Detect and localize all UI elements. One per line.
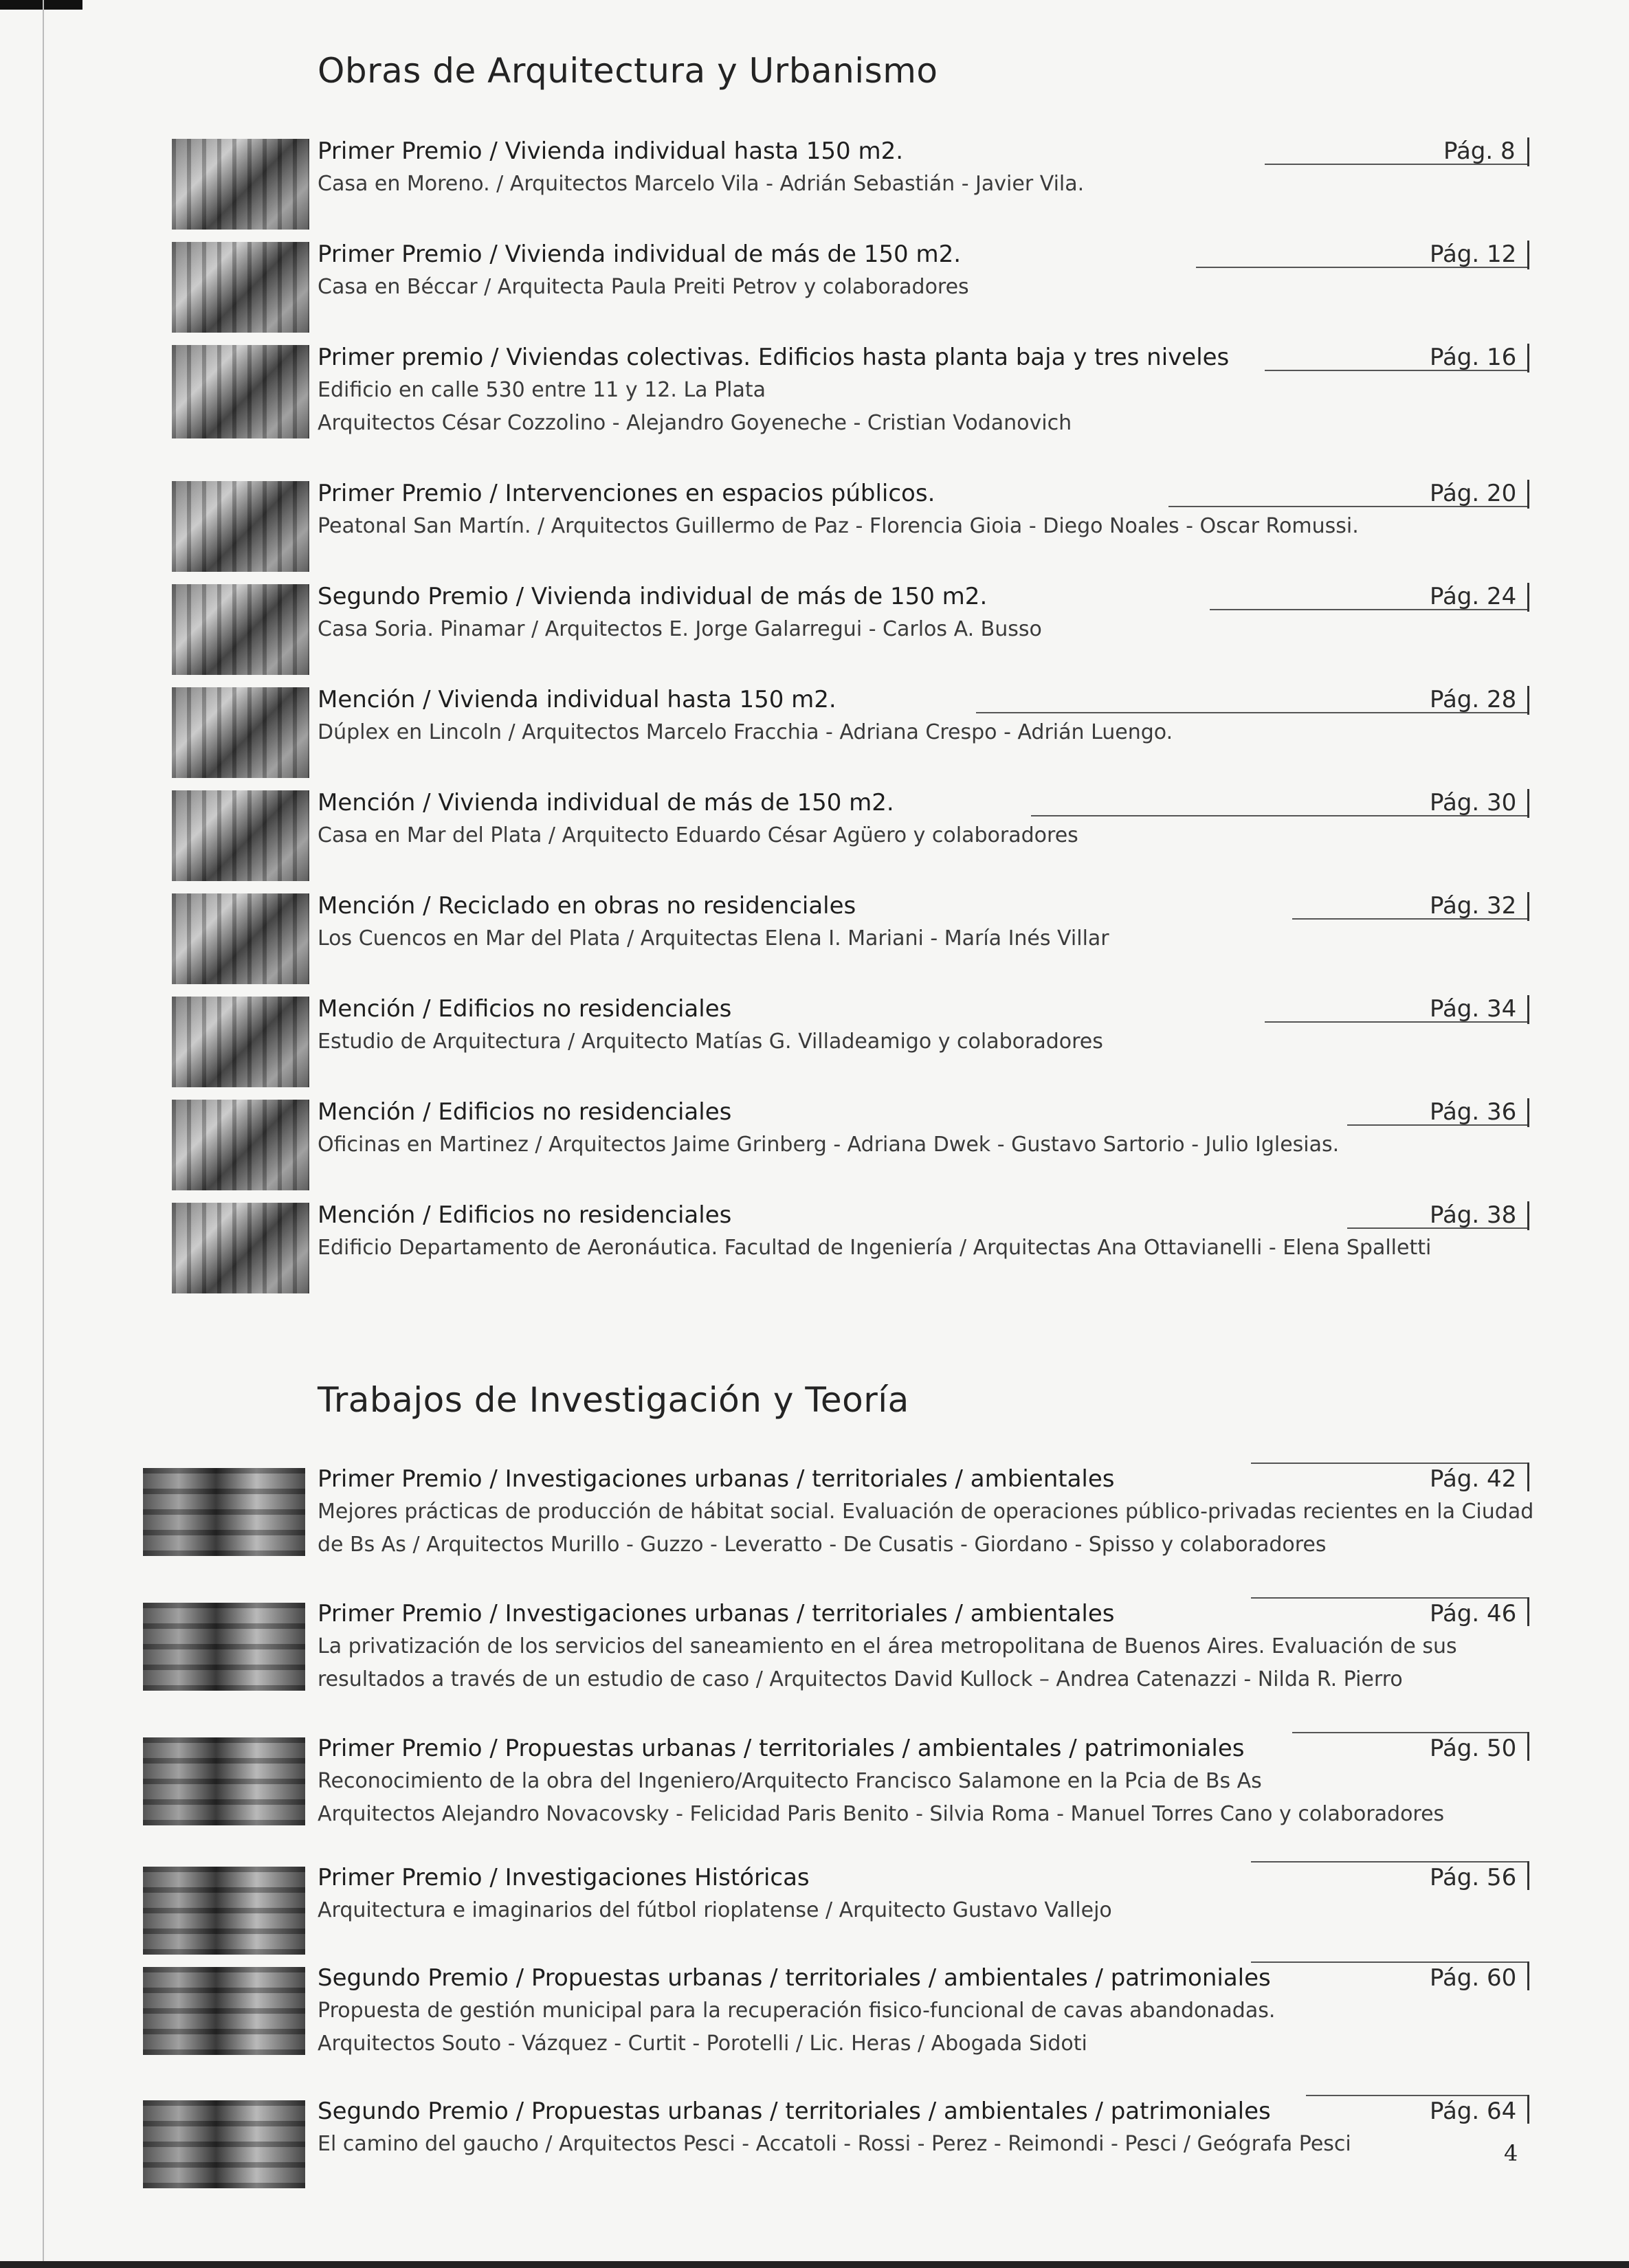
entry-thumbnail [172, 1100, 309, 1190]
entry-detail: Arquitectos Alejandro Novacovsky - Felicidad Paris Benito - Silvia Roma - Manuel Torres Cano y colaboradores [318, 1802, 1445, 1826]
page-bracket [1527, 1961, 1529, 1990]
entry-page: Pág. 42 [1430, 1465, 1517, 1493]
page-bracket [1527, 137, 1529, 166]
entry-heading: Mención / Vivienda individual de más de 150 m2. [318, 789, 894, 816]
entry-thumbnail [172, 345, 309, 438]
entry-page: Pág. 28 [1430, 686, 1517, 713]
entry-detail: Casa Soria. Pinamar / Arquitectos E. Jorge Galarregui - Carlos A. Busso [318, 617, 1042, 641]
entry-heading: Mención / Reciclado en obras no residenciales [318, 892, 856, 920]
page-bracket [1527, 241, 1529, 269]
entry-thumbnail [172, 687, 309, 778]
entry-detail: El camino del gaucho / Arquitectos Pesci - Accatoli - Rossi - Perez - Reimondi - Pesci / Geógrafa Pesci [318, 2132, 1351, 2156]
entry-detail: Casa en Mar del Plata / Arquitecto Eduardo César Agüero y colaboradores [318, 823, 1078, 847]
entry-page: Pág. 36 [1430, 1098, 1517, 1126]
entry-page: Pág. 38 [1430, 1201, 1517, 1229]
entry-page: Pág. 60 [1430, 1964, 1517, 1992]
entry-heading: Segundo Premio / Vivienda individual de más de 150 m2. [318, 583, 988, 610]
entry-thumbnail [172, 1203, 309, 1293]
entry-heading: Primer premio / Viviendas colectivas. Edificios hasta planta baja y tres niveles [318, 344, 1230, 371]
entry-page: Pág. 32 [1430, 892, 1517, 920]
entry-thumbnail [172, 790, 309, 881]
entry-thumbnail [172, 481, 309, 572]
entry-thumbnail [172, 997, 309, 1087]
page-bracket [1527, 480, 1529, 509]
entry-detail: Arquitectura e imaginarios del fútbol rioplatense / Arquitecto Gustavo Vallejo [318, 1898, 1112, 1922]
entry-thumbnail [172, 139, 309, 230]
page-bracket [1527, 583, 1529, 612]
page-bracket [1527, 1732, 1529, 1761]
entry-heading: Mención / Edificios no residenciales [318, 995, 732, 1023]
page-edge-top [0, 0, 82, 10]
entry-page: Pág. 12 [1430, 241, 1517, 268]
entry-detail: Edificio en calle 530 entre 11 y 12. La Plata [318, 378, 766, 402]
entry-thumbnail [143, 1468, 305, 1556]
entry-page: Pág. 16 [1430, 344, 1517, 371]
entry-detail: Mejores prácticas de producción de hábitat social. Evaluación de operaciones público-privadas recientes en la Ciudad [318, 1500, 1534, 1524]
entry-thumbnail [172, 242, 309, 333]
page-bracket [1527, 892, 1529, 921]
entry-thumbnail [143, 2100, 305, 2188]
entry-page: Pág. 50 [1430, 1735, 1517, 1762]
entry-detail: Casa en Béccar / Arquitecta Paula Preiti Petrov y colaboradores [318, 275, 969, 299]
entry-thumbnail [143, 1967, 305, 2055]
entry-detail: Los Cuencos en Mar del Plata / Arquitectas Elena I. Mariani - María Inés Villar [318, 926, 1109, 950]
page-bracket [1527, 995, 1529, 1024]
entry-thumbnail [143, 1737, 305, 1825]
entry-page: Pág. 46 [1430, 1600, 1517, 1627]
entry-detail: Arquitectos Souto - Vázquez - Curtit - Porotelli / Lic. Heras / Abogada Sidoti [318, 2032, 1087, 2056]
entry-detail: Edificio Departamento de Aeronáutica. Facultad de Ingeniería / Arquitectas Ana Ottavianelli - Elena Spalletti [318, 1236, 1432, 1260]
entry-detail: Propuesta de gestión municipal para la recuperación fisico-funcional de cavas abandonadas. [318, 1999, 1276, 2023]
entry-detail: resultados a través de un estudio de caso / Arquitectos David Kullock – Andrea Catenazzi - Nilda R. Pierro [318, 1667, 1403, 1691]
entry-thumbnail [143, 1603, 305, 1691]
entry-heading: Primer Premio / Investigaciones urbanas / territoriales / ambientales [318, 1465, 1115, 1493]
page-number: 4 [1504, 2140, 1518, 2166]
entry-heading: Primer Premio / Investigaciones urbanas / territoriales / ambientales [318, 1600, 1115, 1627]
entry-page: Pág. 34 [1430, 995, 1517, 1023]
entry-heading: Segundo Premio / Propuestas urbanas / territoriales / ambientales / patrimoniales [318, 2098, 1271, 2125]
entry-page: Pág. 24 [1430, 583, 1517, 610]
entry-heading: Primer Premio / Investigaciones Históricas [318, 1864, 810, 1891]
entry-heading: Mención / Edificios no residenciales [318, 1201, 732, 1229]
page-bracket [1527, 1463, 1529, 1491]
entry-detail: La privatización de los servicios del saneamiento en el área metropolitana de Buenos Aires. Evaluación de sus [318, 1634, 1457, 1658]
page-bracket [1527, 686, 1529, 715]
entry-heading: Mención / Vivienda individual hasta 150 m2. [318, 686, 836, 713]
entry-detail: Reconocimiento de la obra del Ingeniero/Arquitecto Francisco Salamone en la Pcia de Bs As [318, 1769, 1262, 1793]
entry-page: Pág. 8 [1443, 137, 1516, 165]
page-bracket [1527, 2095, 1529, 2124]
entry-page: Pág. 30 [1430, 789, 1517, 816]
entry-detail: Oficinas en Martinez / Arquitectos Jaime Grinberg - Adriana Dwek - Gustavo Sartorio - Julio Iglesias. [318, 1133, 1340, 1157]
page-bracket [1527, 1098, 1529, 1127]
entry-thumbnail [172, 584, 309, 675]
page-bracket [1527, 789, 1529, 818]
entry-page: Pág. 64 [1430, 2098, 1517, 2125]
section-title-trabajos: Trabajos de Investigación y Teoría [318, 1380, 909, 1420]
entry-detail: Arquitectos César Cozzolino - Alejandro Goyeneche - Cristian Vodanovich [318, 411, 1072, 435]
section-title-obras: Obras de Arquitectura y Urbanismo [318, 51, 938, 91]
page-edge-bottom [0, 2261, 1629, 2268]
page-bracket [1527, 344, 1529, 373]
entry-detail: Casa en Moreno. / Arquitectos Marcelo Vila - Adrián Sebastián - Javier Vila. [318, 172, 1085, 196]
entry-page: Pág. 20 [1430, 480, 1517, 507]
entry-heading: Primer Premio / Vivienda individual de más de 150 m2. [318, 241, 962, 268]
entry-heading: Mención / Edificios no residenciales [318, 1098, 732, 1126]
entry-heading: Primer Premio / Propuestas urbanas / territoriales / ambientales / patrimoniales [318, 1735, 1245, 1762]
page-edge-left [43, 0, 44, 2261]
entry-page: Pág. 56 [1430, 1864, 1517, 1891]
page-bracket [1527, 1597, 1529, 1626]
entry-heading: Primer Premio / Intervenciones en espacios públicos. [318, 480, 935, 507]
entry-heading: Segundo Premio / Propuestas urbanas / territoriales / ambientales / patrimoniales [318, 1964, 1271, 1992]
entry-detail: Estudio de Arquitectura / Arquitecto Matías G. Villadeamigo y colaboradores [318, 1030, 1103, 1054]
entry-thumbnail [143, 1867, 305, 1955]
page-bracket [1527, 1861, 1529, 1890]
entry-heading: Primer Premio / Vivienda individual hasta 150 m2. [318, 137, 904, 165]
page-bracket [1527, 1201, 1529, 1230]
entry-detail: de Bs As / Arquitectos Murillo - Guzzo - Leveratto - De Cusatis - Giordano - Spisso y colaboradores [318, 1533, 1327, 1557]
entry-detail: Peatonal San Martín. / Arquitectos Guillermo de Paz - Florencia Gioia - Diego Noales - Oscar Romussi. [318, 514, 1359, 538]
entry-detail: Dúplex en Lincoln / Arquitectos Marcelo Fracchia - Adriana Crespo - Adrián Luengo. [318, 720, 1173, 744]
entry-thumbnail [172, 893, 309, 984]
